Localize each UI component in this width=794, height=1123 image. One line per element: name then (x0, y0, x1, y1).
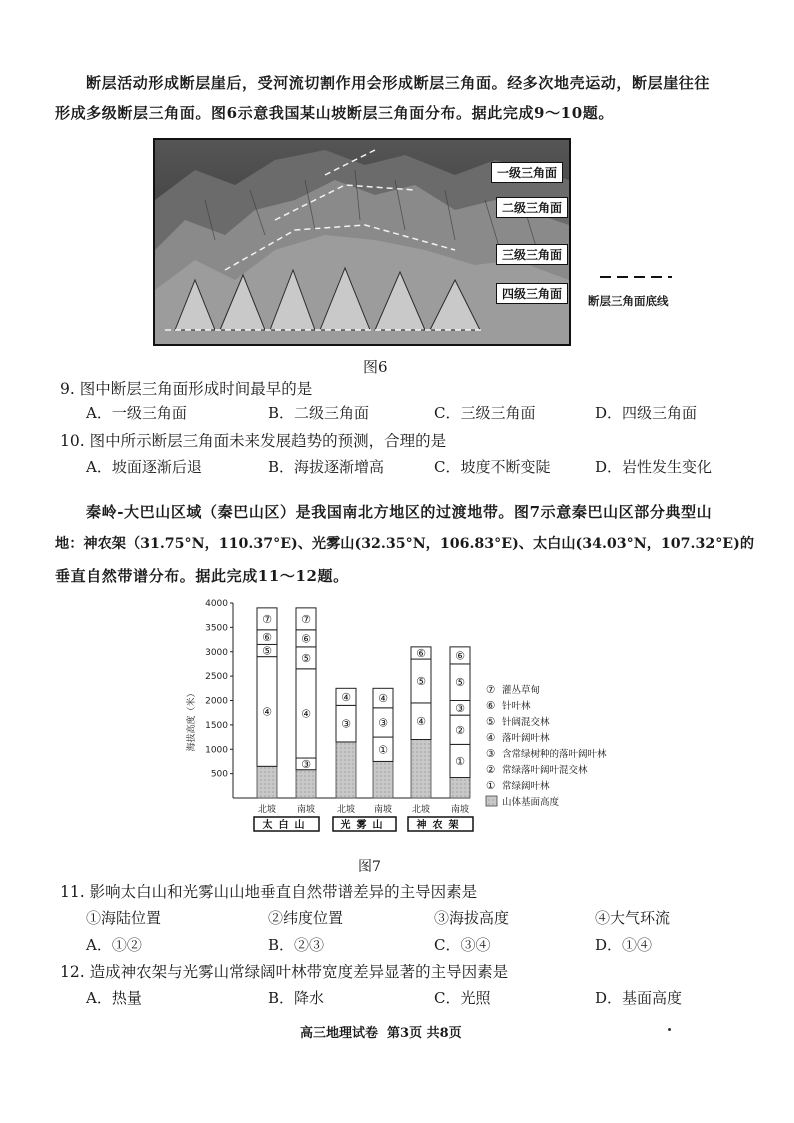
bar-base (336, 742, 356, 798)
belt-label: ③ (378, 716, 388, 730)
q10-option-c: C．坡度不断变陡 (434, 458, 551, 476)
y-tick-label: 2500 (205, 672, 228, 683)
q9-stem: 9. 图中断层三角面形成时间最早的是 (60, 380, 313, 398)
legend-label: 落叶阔叶林 (502, 733, 550, 744)
y-tick-label: 3000 (205, 647, 228, 658)
slope-label: 南坡 (373, 805, 393, 815)
mountain-name: 神农架 (416, 820, 465, 831)
q12-option-d: D．基面高度 (595, 989, 683, 1007)
y-tick-label: 4000 (205, 599, 228, 609)
q11-option-c: C．③④ (434, 936, 491, 954)
legend-mark: ③ (486, 748, 496, 760)
belt-label: ④ (378, 692, 388, 706)
belt-label: ⑦ (262, 612, 272, 626)
fig7-caption: 图7 (358, 859, 381, 875)
intro2-line3: 垂直自然带谱分布。据此完成11～12题。 (55, 567, 349, 585)
q9-option-a: A．一级三角面 (86, 404, 187, 422)
belt-label: ⑦ (301, 612, 311, 626)
belt-label: ⑥ (416, 646, 426, 660)
y-tick-label: 1000 (205, 745, 228, 756)
legend-mark: ① (486, 780, 496, 792)
belt-label: ⑤ (416, 675, 426, 688)
q10-option-d: D．岩性发生变化 (595, 458, 713, 476)
y-tick-label: 500 (210, 769, 228, 780)
scan-dot (668, 1028, 671, 1031)
slope-label: 南坡 (296, 805, 316, 815)
belt-label: ⑥ (301, 632, 311, 646)
belt-label: ⑥ (455, 649, 465, 663)
fig6-label-level4: 四级三角面 (496, 283, 568, 304)
slope-label: 北坡 (336, 805, 356, 815)
belt-label: ① (378, 743, 388, 757)
y-tick-label: 2000 (205, 696, 228, 707)
belt-label: ③ (341, 717, 351, 731)
belt-label: ① (455, 754, 465, 768)
legend-label: 常绿阔叶林 (502, 781, 550, 792)
belt-label: ② (455, 723, 465, 737)
q10-option-b: B．海拔逐渐增高 (268, 458, 385, 476)
q9-option-c: C．三级三角面 (434, 404, 536, 422)
intro2-line2: 地：神农架（31.75°N，110.37°E)、光雾山(32.35°N，106.83°E)、太白山(34.03°N，107.32°E)的 (55, 536, 755, 552)
q12-option-c: C．光照 (434, 989, 491, 1007)
fig6-legend-dashline (600, 274, 672, 280)
legend-label: 针阔混交林 (502, 717, 550, 728)
y-tick-label: 3500 (205, 623, 228, 634)
belt-label: ③ (455, 701, 465, 715)
belt-label: ④ (341, 690, 351, 704)
belt-label: ⑤ (455, 676, 465, 690)
fig6-label-level3: 三级三角面 (496, 244, 568, 265)
legend-mark: ② (486, 764, 496, 776)
q11-factor-4: ④大气环流 (595, 909, 671, 927)
legend-mark: ⑥ (486, 700, 496, 712)
legend-mark: ⑦ (486, 684, 496, 696)
q11-factor-2: ②纬度位置 (268, 909, 344, 927)
q11-factor-3: ③海拔高度 (434, 909, 510, 927)
q11-stem: 11. 影响太白山和光雾山山地垂直自然带谱差异的主导因素是 (60, 883, 478, 901)
q12-option-b: B．降水 (268, 989, 325, 1007)
belt-label: ④ (262, 705, 272, 719)
legend-label: 山体基面高度 (502, 797, 560, 808)
legend-label: 灌丛草甸 (502, 685, 541, 696)
belt-label: ③ (301, 757, 311, 771)
belt-label: ⑤ (262, 644, 272, 658)
bar-base (450, 778, 470, 798)
q11-option-d: D．①④ (595, 936, 653, 954)
legend-mark: ④ (486, 732, 496, 744)
q12-stem: 12. 造成神农架与光雾山常绿阔叶林带宽度差异显著的主导因素是 (60, 963, 509, 981)
legend-label: 常绿落叶阔叶混交林 (502, 765, 588, 776)
q9-option-b: B．二级三角面 (268, 404, 370, 422)
legend-label: 针叶林 (502, 701, 531, 712)
page-footer: 高三地理试卷 第3页 共8页 (300, 1026, 462, 1041)
fig6-label-level1: 一级三角面 (491, 162, 563, 183)
q9-option-d: D．四级三角面 (595, 404, 698, 422)
y-axis-label: 海拔高度（米） (187, 688, 197, 752)
belt-label: ④ (416, 715, 426, 729)
q11-option-b: B．②③ (268, 936, 325, 954)
legend-swatch (486, 796, 497, 806)
belt-label: ⑤ (301, 651, 311, 665)
q11-factor-1: ①海陆位置 (86, 909, 162, 927)
belt-label: ⑥ (262, 631, 272, 645)
mountain-name: 光雾山 (340, 820, 389, 831)
y-tick-label: 1500 (205, 720, 228, 731)
intro1-line1: 断层活动形成断层崖后，受河流切割作用会形成断层三角面。经多次地壳运动，断层崖往往 (86, 74, 711, 92)
q11-option-a: A．①② (86, 936, 142, 954)
fig6-label-level2: 二级三角面 (496, 197, 568, 218)
bar-base (296, 770, 316, 798)
legend-mark: ⑤ (486, 716, 496, 728)
q10-stem: 10. 图中所示断层三角面未来发展趋势的预测，合理的是 (60, 432, 447, 450)
slope-label: 北坡 (257, 805, 277, 815)
fig7-chart (180, 595, 620, 875)
belt-label: ④ (301, 707, 311, 721)
q12-option-a: A．热量 (86, 989, 142, 1007)
bar-base (373, 761, 393, 798)
intro2-line1: 秦岭-大巴山区域（秦巴山区）是我国南北方地区的过渡地带。图7示意秦巴山区部分典型山 (86, 503, 713, 521)
fig6-photo (153, 138, 571, 346)
legend-label: 含常绿树种的落叶阔叶林 (502, 749, 607, 760)
slope-label: 南坡 (450, 805, 470, 815)
bar-base (257, 766, 277, 798)
fig6-legend-label: 断层三角面底线 (588, 294, 669, 308)
slope-label: 北坡 (411, 805, 431, 815)
fig6-caption: 图6 (363, 358, 388, 376)
intro1-line2: 形成多级断层三角面。图6示意我国某山坡断层三角面分布。据此完成9～10题。 (55, 104, 614, 122)
bar-base (411, 740, 431, 799)
mountain-name: 太白山 (262, 820, 311, 831)
q10-option-a: A．坡面逐渐后退 (86, 458, 202, 476)
